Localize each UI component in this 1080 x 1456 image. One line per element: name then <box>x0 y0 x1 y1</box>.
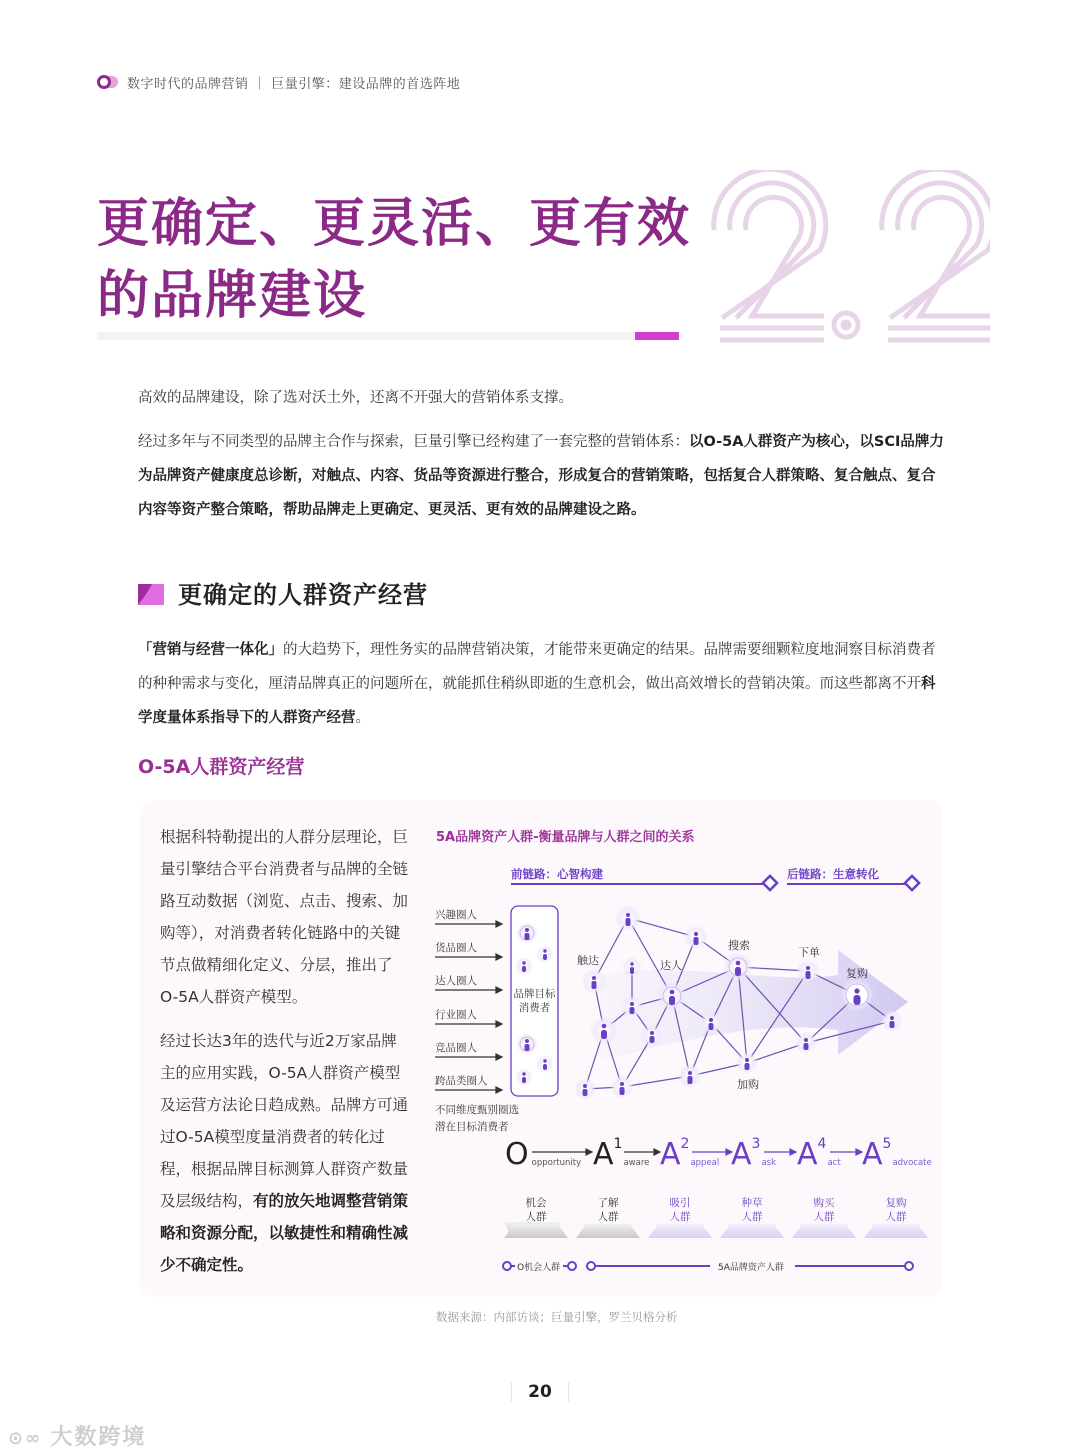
stage-a5-en: advocate <box>892 1158 932 1168</box>
stage-a3 <box>731 1136 777 1172</box>
stage-a3-sup: 3 <box>751 1136 761 1152</box>
stage-a2-letter: A <box>660 1137 681 1172</box>
back-chain-label: 后链路：生意转化 <box>787 867 879 881</box>
legend-5a-label: 5A品牌资产人群 <box>718 1263 784 1273</box>
circles-note-line2: 潜在目标消费者 <box>435 1121 509 1133</box>
stage-a4-sup: 4 <box>817 1136 827 1152</box>
stage-a3-cn2: 人群 <box>741 1211 763 1223</box>
stage-o-cn2: 人群 <box>525 1211 547 1223</box>
stage-a2-cn <box>660 1196 700 1224</box>
circle-label-industry: 行业圈人 <box>435 1009 477 1021</box>
target-consumer-line1: 品牌目标 <box>513 988 556 1000</box>
stage-a1-cn2: 人群 <box>597 1211 619 1223</box>
stage-a4-cn2: 人群 <box>813 1211 835 1223</box>
model-card-paragraph-1: 根据科特勒提出的人群分层理论，巨量引擎结合平台消费者与品牌的全链路互动数据（浏览、点击、搜索、加购等），对消费者转化链路中的关键节点做精细化定义、分层，推出了O-5A人群资产模型。 <box>160 828 409 1006</box>
circle-label-cross-category: 跨品类圈人 <box>435 1075 488 1087</box>
stage-a4-letter: A <box>797 1137 818 1172</box>
stage-o-cn1: 机会 <box>525 1197 547 1209</box>
stage-a5-sup: 5 <box>882 1136 892 1152</box>
watermark-text: 大数跨境 <box>50 1425 147 1450</box>
stage-a1-letter: A <box>593 1137 614 1172</box>
watermark-logo <box>8 1420 146 1451</box>
running-header-text: 数字时代的品牌营销 ｜ 巨量引擎：建设品牌的首选阵地 <box>127 76 461 92</box>
stage-o-en: opportunity <box>531 1158 582 1168</box>
svg-text:2.2: 2.2 <box>700 170 702 171</box>
subheading: O-5A人群资产经营 <box>138 756 305 778</box>
section-title: 更确定的人群资产经营 <box>178 581 428 609</box>
intro-paragraph-2-bold: 以O-5A人群资产为核心，以SCI品牌力为品牌资产健康度总诊断，对触点、内容、货品等资源进行整合，形成复合的营销策略，包括复合人群策略、复合触点、复合内容等资产整合策略，帮助品牌走上更确定、更灵活、更有效的品牌建设之路。 <box>138 434 944 518</box>
node-label-touch: 触达 <box>577 954 599 967</box>
stage-a5-cn1: 复购 <box>885 1197 907 1209</box>
node-label-add-cart: 加购 <box>737 1078 759 1091</box>
circles-note-line1: 不同维度甄别圈选 <box>435 1104 519 1116</box>
legend-o-label: O机会人群 <box>517 1263 561 1273</box>
stage-a1-en: aware <box>623 1158 650 1168</box>
stage-a5-cn2: 人群 <box>885 1211 907 1223</box>
watermark-glyph-icon: ⊙∞ <box>8 1428 51 1449</box>
section-paragraph-bold: 科学度量体系指导下的人群资产经营 <box>138 676 936 726</box>
stage-a2-sup: 2 <box>680 1136 690 1152</box>
stage-a3-cn1: 种草 <box>741 1197 763 1209</box>
stage-a4 <box>797 1136 841 1172</box>
diagram-title: 5A品牌资产人群-衡量品牌与人群之间的关系 <box>436 830 695 845</box>
model-card-paragraph-2-bold: 有的放矢地调整营销策略和资源分配，以敏捷性和精确性减少不确定性。 <box>160 1192 409 1274</box>
stage-a2-cn1: 吸引 <box>669 1197 691 1209</box>
stage-a4-cn <box>804 1196 844 1224</box>
target-consumer-line2: 消费者 <box>518 1002 551 1014</box>
page-number <box>0 1382 1080 1402</box>
node-label-order: 下单 <box>798 946 820 959</box>
node-label-search: 搜索 <box>728 939 750 952</box>
page-number-value: 20 <box>511 1382 569 1402</box>
stage-a1-cn <box>588 1196 628 1224</box>
page-title-line1: 更确定、更灵活、更有效 <box>97 194 692 254</box>
stage-a4-en: act <box>827 1158 841 1168</box>
stage-a2 <box>660 1136 720 1172</box>
stage-a1 <box>593 1136 650 1172</box>
stage-a3-en: ask <box>761 1158 777 1168</box>
intro-paragraph-2-text: 经过多年与不同类型的品牌主合作与探索，巨量引擎已经构建了一套完整的营销体系： <box>138 434 689 450</box>
front-chain-label: 前链路：心智构建 <box>511 867 603 881</box>
stage-a2-cn2: 人群 <box>669 1211 691 1223</box>
stage-a2-en: appeal <box>690 1158 720 1168</box>
node-label-repurchase: 复购 <box>846 967 868 980</box>
stage-a5-letter: A <box>862 1137 883 1172</box>
data-source-note: 数据来源：内部访谈；巨量引擎，罗兰贝格分析 <box>436 1310 678 1324</box>
page-title-line2: 的品牌建设 <box>97 266 368 326</box>
model-card-paragraph-2-text: 经过长达3年的迭代与近2万家品牌主的应用实践，O-5A人群资产模型及运营方法论日趋成熟。品牌方可通过O-5A模型度量消费者的转化过程，根据品牌目标测算人群资产数量及层级结构， <box>160 1032 409 1210</box>
section-paragraph-end: 。 <box>355 710 370 726</box>
stage-a1-sup: 1 <box>613 1136 623 1152</box>
section-paragraph-lead: 「营销与经营一体化」 <box>138 642 283 658</box>
circles-note <box>435 1102 519 1136</box>
stage-a5-cn <box>876 1196 916 1224</box>
stage-a3-letter: A <box>731 1137 752 1172</box>
stage-a1-cn1: 了解 <box>597 1197 619 1209</box>
stage-a4-cn1: 购买 <box>813 1197 835 1209</box>
stage-o <box>505 1137 582 1172</box>
stage-a3-cn <box>732 1196 772 1224</box>
circle-label-competitor: 竞品圈人 <box>435 1042 477 1054</box>
circle-label-product: 货品圈人 <box>435 942 477 954</box>
circle-label-interest: 兴趣圈人 <box>435 909 477 921</box>
target-consumer-label <box>511 987 558 1015</box>
intro-paragraph-1: 高效的品牌建设，除了选对沃土外，还离不开强大的营销体系支撑。 <box>138 390 573 406</box>
node-label-kol: 达人 <box>660 959 682 972</box>
stage-o-letter: O <box>505 1137 529 1172</box>
section-paragraph-text: 的大趋势下，理性务实的品牌营销决策，才能带来更确定的结果。品牌需要细颗粒度地洞察目标消费者的种种需求与变化，厘清品牌真正的问题所在，就能抓住稍纵即逝的生意机会，做出高效增长的营销决策。而这些都离不开 <box>138 642 936 692</box>
stage-a5 <box>862 1136 932 1172</box>
stage-o-cn <box>516 1196 556 1224</box>
circle-label-kol: 达人圈人 <box>435 975 477 987</box>
